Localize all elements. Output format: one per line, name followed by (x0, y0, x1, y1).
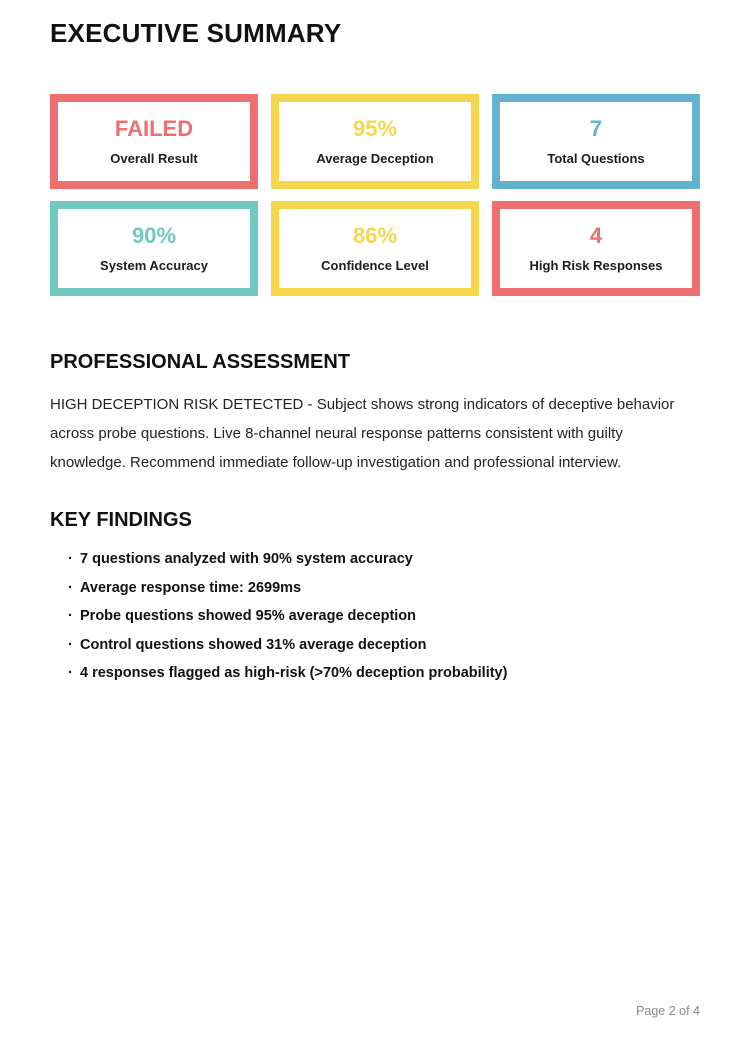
stat-label: Confidence Level (321, 258, 429, 273)
stat-label: Average Deception (316, 151, 434, 166)
finding-item: · 7 questions analyzed with 90% system accuracy (68, 552, 700, 567)
stat-value: 86% (352, 223, 398, 248)
page-title: EXECUTIVE SUMMARY (50, 18, 342, 48)
finding-item: · Probe questions showed 95% average deception (68, 609, 700, 624)
finding-item: · Control questions showed 31% average deception (68, 638, 700, 653)
page-number: Page 2 of 4 (636, 1004, 700, 1018)
key-findings-list (50, 552, 700, 681)
assessment-body: HIGH DECEPTION RISK DETECTED - Subject shows strong indicators of deceptive behavior across probe questions. Live 8-channel neural response patterns consistent with guilty knowledge. Recommend immediate follow-up investigation and professional interview. (50, 396, 675, 471)
stat-label: High Risk Responses (529, 258, 663, 273)
stat-card-high-risk-responses (492, 201, 700, 296)
stat-value: 7 (589, 116, 603, 141)
stat-card-system-accuracy (50, 201, 258, 296)
key-findings-heading: KEY FINDINGS (50, 509, 192, 531)
finding-item: · Average response time: 2699ms (68, 581, 700, 596)
stat-value: 90% (131, 223, 177, 248)
stat-card-grid (50, 94, 700, 296)
stat-value: 4 (589, 223, 603, 248)
stat-value: 95% (352, 116, 398, 141)
stat-label: System Accuracy (100, 258, 208, 273)
stat-value: FAILED (114, 116, 194, 141)
stat-card-overall-result (50, 94, 258, 189)
assessment-heading: PROFESSIONAL ASSESSMENT (50, 351, 351, 373)
stat-label: Total Questions (547, 151, 645, 166)
finding-item: · 4 responses flagged as high-risk (>70% deception probability) (68, 666, 700, 681)
stat-card-total-questions (492, 94, 700, 189)
stat-label: Overall Result (110, 151, 198, 166)
stat-card-average-deception (271, 94, 479, 189)
stat-card-confidence-level (271, 201, 479, 296)
